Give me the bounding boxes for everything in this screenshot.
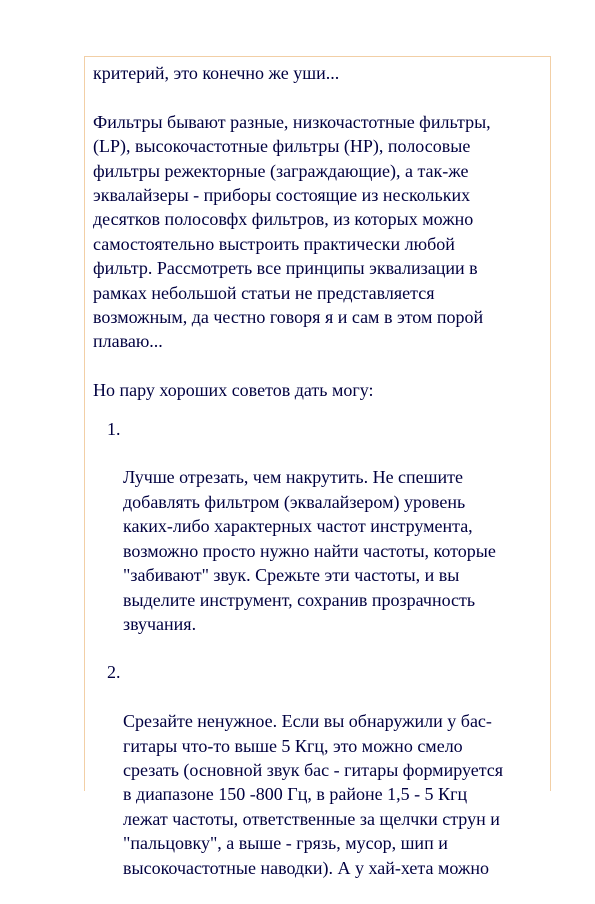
paragraph-advice-lead: Но пару хороших советов дать могу: xyxy=(93,380,374,401)
paragraph-intro: критерий, это конечно же уши... xyxy=(93,63,340,83)
paragraph-spacer xyxy=(93,85,545,109)
list-item-text: Срезайте ненужное. Если вы обнаружили у бас- гитары что-то выше 5 Кгц, это можно смело срезать (основной звук бас - гитары формируется в диапазоне 150 -800 Гц, в районе 1,5 - 5 Кгц лежат частоты, ответственные за щелчки струн и "пальцовку", а выше - грязь, мусор, шип и высокочастотные наводки). А у хай-хета можно xyxy=(123,711,504,878)
document-body xyxy=(93,61,545,904)
document-frame xyxy=(84,56,551,878)
paragraph-spacer xyxy=(93,354,545,378)
paragraph-filters: Фильтры бывают разные, низкочастотные фильтры, (LP), высокочастотные фильтры (HP), полосовые фильтры режекторные (заграждающие), а так-же эквалайзеры - приборы состоящие из нескольких десятков полосовфх фильтров, из которых можно самостоятельно выстроить практически любой фильтр. Рассмотреть все принципы эквализации в рамках небольшой статьи не представляется возможным, да честно говоря я и сам в этом порой плаваю... xyxy=(93,111,491,352)
list-item xyxy=(93,660,545,880)
advice-list xyxy=(93,417,545,880)
list-number: 1. xyxy=(107,418,121,439)
list-item xyxy=(93,417,545,637)
list-item-text: Лучше отрезать, чем накрутить. Не спешите добавлять фильтром (эквалайзером) уровень каких-либо характерных частот инструмента, возможно просто нужно найти частоты, которые "забивают" звук. Срежьте эти частоты, и вы выделите инструмент, сохранив прозрачность звучания. xyxy=(123,467,496,634)
list-number: 2. xyxy=(107,662,121,683)
